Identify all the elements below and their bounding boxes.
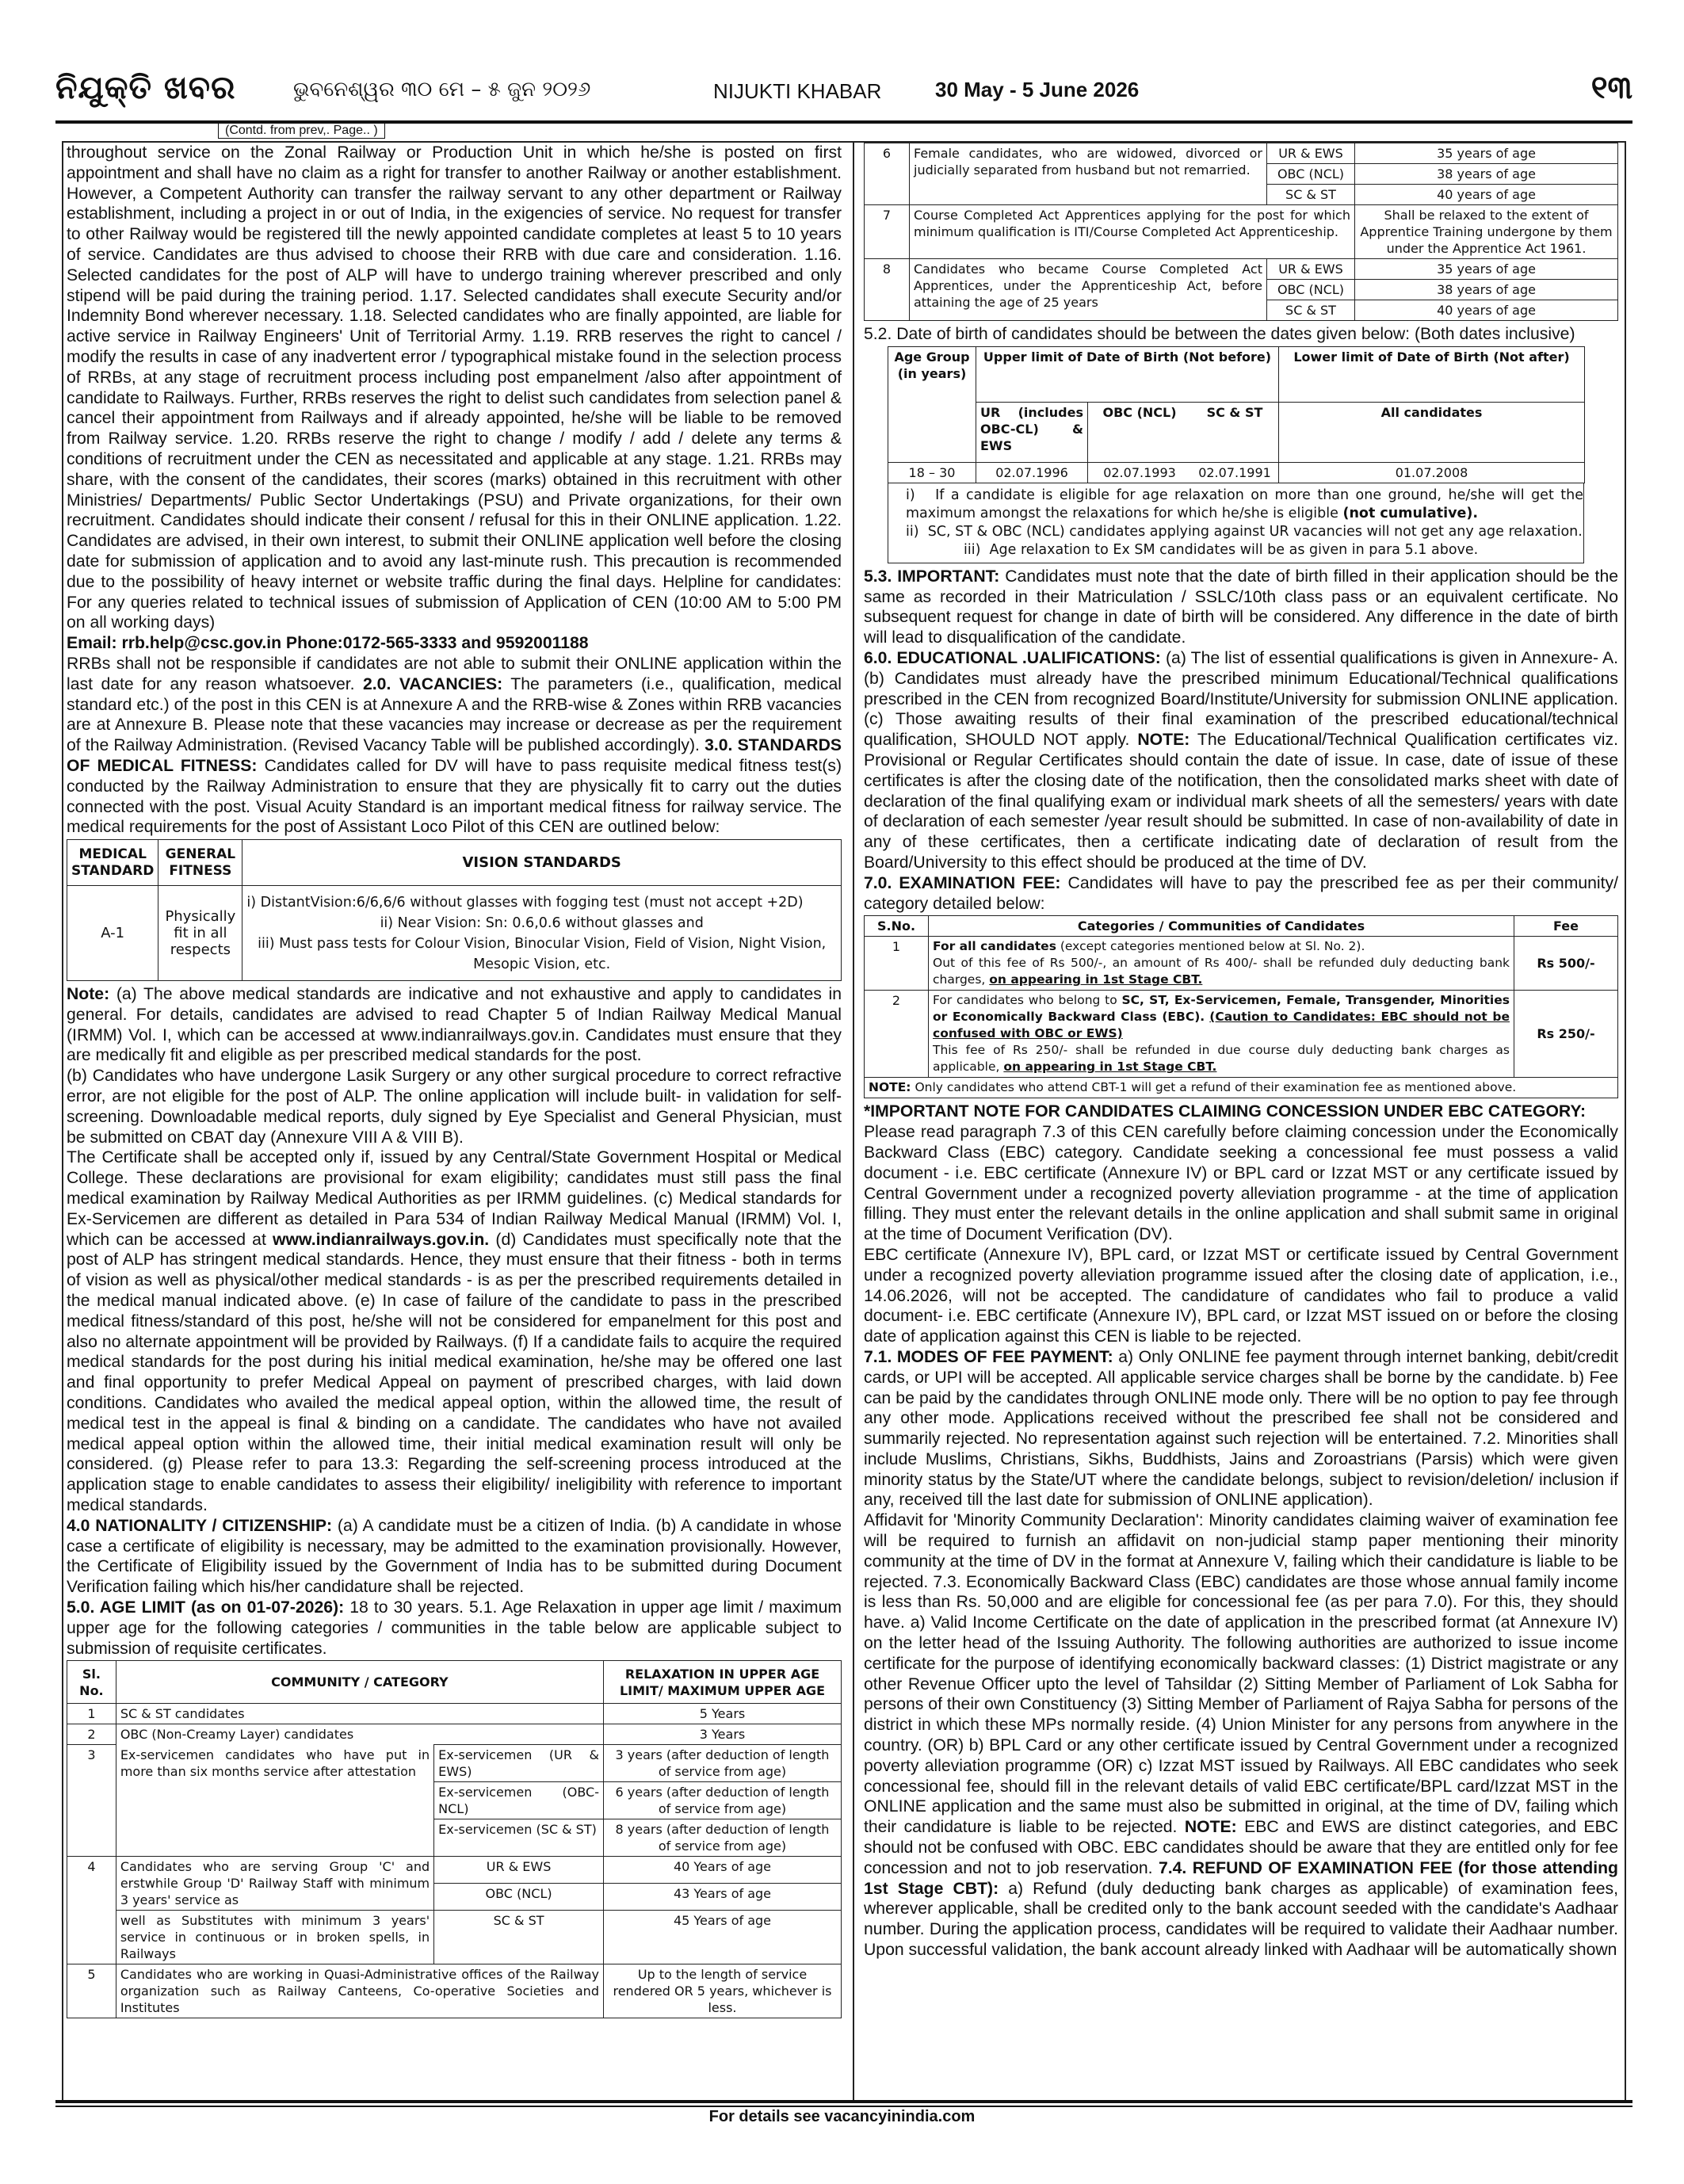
row7-category: Course Completed Act Apprentices applying for the post for which minimum qualification is ITI/Course Completed Act Apprenticeship.: [910, 205, 1355, 259]
paragraph-minority-affidavit: Affidavit for 'Minority Community Declaration': Minority candidates claiming waiver of examination fee will be required to furnish an affidavit on non-judicial stamp paper mentioning their minority community at the time of DV in the format at Annexure V, failing which their candidature is liable to be rejected. 7.3. Economically Backward Class (EBC) candidates are those whose annual family income is less than Rs. 50,000 and are eligible for concessional fee (as per para 7.0). For this, they should have. a) Valid Income Certificate on the date of application in the prescribed format (at Annexure IV) on the letter head of the Issuing Authority. The following authorities are authorized to issue income certificate for the purpose of identifying economically backward classes: (1) District magistrate or any other Revenue Officer upto the level of Tahsildar (2) Sitting Member of Parliament of Lok Sabha for persons of their own Constituency (3) Sitting Member of Parliament of Rajya Sabha for persons of the district in which these MPs normally reside. (4) Union Minister for any persons from anywhere in the country. (OR) b) BPL Card or any other certificate issued by Central Government under a recognized poverty alleviation programme (OR) c) Izzat MST issued by Railways. All EBC candidates who seek concessional fee, should fill in the relevant details of valid EBC certificate/BPL card/Izzat MST in the ONLINE application and the same must also be submitted in original, at the time of DV, failing which their candidature is liable to be rejected. NOTE: EBC and EWS are distinct categories, and EBC should not be confused with OBC. EBC candidates should be aware that they are entitled only for fee concession and not to job reservation. 7.4. REFUND OF EXAMINATION FEE (for those attending 1st Stage CBT): a) Refund (duly deducting bank charges as applicable) of examination fees, wherever applicable, shall be credited only to the bank account seeded with the candidate's Aadhaar number. During the application process, candidates will be required to validate their Aadhaar number. Upon successful validation, the bank account already linked with Aadhaar will be automatically shown: [864, 1511, 1619, 1960]
th-all-candidates: All candidates: [1279, 402, 1585, 462]
th-upper-limit: Upper limit of Date of Birth (Not before): [976, 346, 1279, 402]
row4b-relaxation: 43 Years of age: [603, 1884, 841, 1911]
th-sno: S.No.: [865, 916, 929, 937]
th-ur: UR (includes OBC-CL) & EWS: [976, 402, 1088, 462]
fee-row2-amount: Rs 250/-: [1514, 991, 1618, 1078]
brand-name: NIJUKTI KHABAR: [713, 79, 882, 103]
cell-ur-dob: 02.07.1996: [976, 462, 1088, 483]
masthead: [55, 70, 1632, 117]
fee-row1-amount: Rs 500/-: [1514, 937, 1618, 991]
row3a-sub: Ex-servicemen (UR & EWS): [434, 1745, 604, 1782]
cell-standard-a1: A-1: [67, 886, 158, 981]
row8-sl: 8: [865, 259, 910, 321]
row6a-sub: UR & EWS: [1267, 143, 1355, 164]
row2-relaxation: 3 Years: [603, 1724, 841, 1745]
vision-item-distant: i) DistantVision:6/6,6/6 without glasses with fogging test (must not accept +2D): [246, 894, 804, 911]
fee-table-note: NOTE: Only candidates who attend CBT-1 will get a refund of their examination fee as mentioned above.: [865, 1078, 1618, 1098]
row7-relaxation: Shall be relaxed to the extent of Apprentice Training undergone by them under the Apprentice Act 1961.: [1355, 205, 1618, 259]
paragraph-education: 6.0. EDUCATIONAL .UALIFICATIONS: (a) The list of essential qualifications is given in Annexure- A. (b) Candidates must already have the prescribed minimum Educational/Technical qualifications prescribed in the CEN from recognized Board/Institute/University for submission ONLINE application. (c) Those awaiting results of their final examination of the prescribed educational/technical qualification, SHOULD NOT apply. NOTE: The Educational/Technical Qualification certificates viz. Provisional or Regular Certificates should contain the date of issue. In case, date of issue of these certificates is after the closing date of the notification, then the consolidated marks sheet with date of declaration of the final qualifying exam or individual mark sheets of all the semesters/ years with date of declaration of each semester /year result should be submitted. In case of non-availability of date in any of these certificates, then a certificate indicating date of declaration of result from the Board/University to this effect should be produced at the time of DV.: [864, 648, 1619, 872]
row4-category-cont: well as Substitutes with minimum 3 years' service in continuous or in broken spells, in Railways: [116, 1911, 433, 1964]
newspaper-logo: ନିଯୁକ୍ତି ଖବର: [55, 70, 236, 106]
th-lower-limit: Lower limit of Date of Birth (Not after): [1279, 346, 1585, 402]
row7-sl: 7: [865, 205, 910, 259]
row3b-sub: Ex-servicemen (OBC-NCL): [434, 1782, 604, 1819]
row4a-relaxation: 40 Years of age: [603, 1857, 841, 1884]
row6b-sub: OBC (NCL): [1267, 164, 1355, 185]
continued-note: (Contd. from prev,. Page.. ): [218, 124, 385, 139]
row4b-sub: OBC (NCL): [434, 1884, 604, 1911]
row3c-sub: Ex-servicemen (SC & ST): [434, 1819, 604, 1857]
page-number: ୧୩: [1590, 70, 1632, 106]
paragraph-certificate-note: The Certificate shall be accepted only if, issued by any Central/State Government Hospital or Medical College. These declarations are provisional for exam eligibility; candidates must still pass the final medical examination by Railway Medical Authorities as per IRMM guidelines. (c) Medical standards for Ex-Servicemen are different as detailed in Para 534 of Indian Railway Medical Manual (IRMM) Vol. I, which can be accessed at www.indianrailways.gov.in. (d) Candidates must specifically note that the post of ALP has stringent medical standards. Hence, they must ensure that their fitness - both in terms of vision as well as physical/other medical standards - is as per the prescribed requirements detailed in the medical manual indicated above. (e) In case of failure of the candidate to pass in the prescribed medical fitness/standard of this post, he/she will not be considered for empanelment for this post and also no alternate appointment will be provided by Railways. (f) If a candidate fails to acquire the required medical standards for the post during his initial medical examination, he/she may be offered one last and final opportunity to prefer Medical Appeal on payment of prescribed charges, with laid down conditions. Candidates who availed the medical appeal option, within the allowed time, the result of medical test in the appeal is final & binding on a candidate. The candidates who have not availed medical appeal option within the allowed time, their initial medical examination result will only be considered. (g) Please refer to para 13.3: Regarding the self-screening process introduced at the application stage to enable candidates to assess their eligibility/ ineligibility with reference to important medical standards.: [67, 1148, 842, 1515]
fee-row2-sno: 2: [865, 991, 929, 1078]
cell-age-group: 18 – 30: [888, 462, 976, 483]
th-scst: SC & ST: [1191, 402, 1279, 462]
fee-row1-category: For all candidates (except categories mentioned below at Sl. No. 2). Out of this fee of Rs 500/-, an amount of Rs 400/- shall be refunded duly deducting bank charges, on appearing in 1st Stage CBT.: [929, 937, 1514, 991]
cell-obc-dob: 02.07.1993: [1088, 462, 1192, 483]
dob-note-2: ii) SC, ST & OBC (NCL) candidates applying against UR vacancies will not get any age relaxation.: [906, 523, 1583, 540]
dob-note-3: iii) Age relaxation to Ex SM candidates will be as given in para 5.1 above.: [964, 541, 1479, 558]
dob-note-1: i) If a candidate is eligible for age relaxation on more than one ground, he/she will get the maximum amongst the relaxations for which he/she is eligible (not cumulative).: [906, 487, 1583, 521]
paragraph-lasik-note: (b) Candidates who have undergone Lasik Surgery or any other surgical procedure to correct refractive error, are not eligible for the post of ALP. The online application will include built- in validation for self-screening. Downloadable medical reports, duly signed by Eye Specialist and General Physician, must be submitted on CBAT day (Annexure VIII A & VIII B).: [67, 1067, 842, 1147]
row3-category: Ex-servicemen candidates who have put in more than six months service after attestation: [116, 1745, 433, 1857]
row8c-sub: SC & ST: [1267, 300, 1355, 321]
paragraph-vacancies: RRBs shall not be responsible if candidates are not able to submit their ONLINE application within the last date for any reason whatsoever. 2.0. VACANCIES: The parameters (i.e., qualification, medical standard etc.) of the post in this CEN is at Annexure A and the RRB-wise & Zones within RRB vacancies are at Annexure B. Please note that these vacancies may increase or decrease as per the requirement of the Railway Administration. (Revised Vacancy Table will be published accordingly). 3.0. STANDARDS OF MEDICAL FITNESS: Candidates called for DV will have to pass requisite medical fitness test(s) conducted by the Railway Administration to ensure that they are physically fit to carry out the duties connected with the post. Visual Acuity Standard is an important medical fitness for railway service. The medical requirements for the post of Assistant Loco Pilot of this CEN are outlined below:: [67, 654, 842, 837]
row3b-relaxation: 6 years (after deduction of length of service from age): [603, 1782, 841, 1819]
paragraph-exam-fee: 7.0. EXAMINATION FEE: Candidates will have to pay the prescribed fee as per their community/ category detailed below:: [864, 873, 1618, 913]
paragraph-age-limit: 5.0. AGE LIMIT (as on 01-07-2026): 18 to 30 years. 5.1. Age Relaxation in upper age limit / maximum upper age for the following categories / communities in the table below are applicable subject to submission of requisite certificates.: [67, 1598, 842, 1658]
row6b-relaxation: 38 years of age: [1355, 164, 1618, 185]
row5-category: Candidates who are working in Quasi-Administrative offices of the Railway organization such as Railway Canteens, Co-operative Societies and Institutes: [116, 1964, 603, 2018]
paragraph-dob-range: 5.2. Date of birth of candidates should be between the dates given below: (Both dates inclusive): [864, 325, 1575, 343]
footer-rule-thin: [55, 2106, 1632, 2107]
row6c-sub: SC & ST: [1267, 185, 1355, 205]
th-vision-standards: VISION STANDARDS: [242, 840, 842, 886]
row2-category: OBC (Non-Creamy Layer) candidates: [116, 1724, 603, 1745]
age-relaxation-table-continued: [864, 143, 1618, 321]
paragraph-nationality: 4.0 NATIONALITY / CITIZENSHIP: (a) A candidate must be a citizen of India. (b) A candidate in whose case a certificate of eligibility is necessary, may be admitted to the examination provisionally. However, the Certificate of Eligibility issued by the Government of India has to be submitted during Document Verification failing which his/her candidature shall be rejected.: [67, 1516, 842, 1597]
right-column: [864, 143, 1618, 1961]
vision-standards-table: [67, 839, 842, 981]
ebc-heading: *IMPORTANT NOTE FOR CANDIDATES CLAIMING CONCESSION UNDER EBC CATEGORY:: [864, 1102, 1587, 1121]
row6-category: Female candidates, who are widowed, divorced or judicially separated from husband but not remarried.: [910, 143, 1267, 205]
row8b-relaxation: 38 years of age: [1355, 280, 1618, 300]
row1-category: SC & ST candidates: [116, 1704, 603, 1724]
row5-relaxation: Up to the length of service rendered OR 5 years, whichever is less.: [603, 1964, 841, 2018]
paragraph-medical-notes: Note: (a) The above medical standards are indicative and not exhaustive and apply to candidates in general. For details, candidates are advised to read Chapter 5 of Indian Railway Medical Manual (IRMM) Vol. I, which can be accessed at www.indianrailways.gov.in. Candidates must ensure that they are medically fit and eligible as per prescribed medical standards for the post.: [67, 985, 842, 1065]
paragraph-ebc-2: EBC certificate (Annexure IV), BPL card, or Izzat MST or certificate issued by Central Government under a recognized poverty alleviation programme issued after the closing date of application, i.e., 14.06.2026, will not be accepted. The candidature of candidates who fail to produce a valid document- i.e. EBC certificate (Annexure IV), BPL card, or Izzat MST issued on or before the closing date of application against this CEN is liable to be rejected.: [864, 1245, 1618, 1346]
row1-relaxation: 5 Years: [603, 1704, 841, 1724]
th-general-fitness: GENERAL FITNESS: [158, 840, 242, 886]
th-age-group: Age Group (in years): [888, 346, 976, 462]
exam-fee-table: [864, 915, 1618, 1098]
footer-website-note[interactable]: For details see vacancyinindia.com: [701, 2108, 983, 2125]
age-relaxation-table: [67, 1660, 842, 2018]
row4-category: Candidates who are serving Group 'C' and erstwhile Group 'D' Railway Staff with minimum 3 years' service as: [116, 1857, 433, 1911]
row3c-relaxation: 8 years (after deduction of length of service from age): [603, 1819, 841, 1857]
paragraph-fee-payment: 7.1. MODES OF FEE PAYMENT: a) Only ONLINE fee payment through internet banking, debit/credit cards, or UPI will be accepted. All applicable service charges shall be borne by the candidate. b) Fee can be paid by the candidates through ONLINE mode only. There will be no option to pay fee through any other mode. Applications received without the prescribed fee shall not be considered and summarily rejected. No representation against such rejection will be entertained. 7.2. Minorities shall include Muslims, Christians, Sikhs, Buddhists, Jains and Zoroastrians (Parsis) which were given minority status by the State/UT where the candidate belongs, subject to revision/deletion/ inclusion if any, received till the last date for submission of ONLINE application).: [864, 1347, 1618, 1510]
row8a-sub: UR & EWS: [1267, 259, 1355, 280]
railways-link[interactable]: www.indianrailways.gov.in.: [273, 1230, 490, 1249]
cell-physically-fit: Physically fit in all respects: [158, 886, 242, 981]
row4c-relaxation: 45 Years of age: [603, 1911, 841, 1964]
row3a-relaxation: 3 years (after deduction of length of service from age): [603, 1745, 841, 1782]
th-categories: Categories / Communities of Candidates: [929, 916, 1514, 937]
row8-category: Candidates who became Course Completed Act Apprentices, under the Apprenticeship Act, before attaining the age of 25 years: [910, 259, 1267, 321]
th-community-category: COMMUNITY / CATEGORY: [116, 1661, 603, 1704]
dob-notes: [888, 487, 1583, 559]
vision-item-colour: iii) Must pass tests for Colour Vision, Binocular Vision, Field of Vision, Night Vision, Mesopic Vision, etc.: [258, 935, 827, 972]
th-sl-no: Sl. No.: [67, 1661, 116, 1704]
cell-all-dob: 01.07.2008: [1279, 462, 1585, 483]
row6a-relaxation: 35 years of age: [1355, 143, 1618, 164]
row1-sl: 1: [67, 1704, 116, 1724]
dob-limits-table: [888, 346, 1618, 563]
row8b-sub: OBC (NCL): [1267, 280, 1355, 300]
row5-sl: 5: [67, 1964, 116, 2018]
vision-item-near: ii) Near Vision: Sn: 0.6,0.6 without glasses and: [380, 914, 704, 931]
row4-sl: 4: [67, 1857, 116, 1964]
row3-sl: 3: [67, 1745, 116, 1857]
row6-sl: 6: [865, 143, 910, 205]
paragraph-ebc-1: Please read paragraph 7.3 of this CEN carefully before claiming concession under the Economically Backward Class (EBC) category. Candidate seeking a concessional fee must possess a valid document - i.e. EBC certificate (Annexure IV) or BPL card or Izzat MST or any certificate issued by Central Government under a recognized poverty alleviation programme - at the time of application filling. They must enter the relevant details in the online application and shall submit same in original at the time of Document Verification (DV).: [864, 1123, 1618, 1244]
left-column: [67, 143, 842, 2022]
fee-row2-category: For candidates who belong to SC, ST, Ex-Servicemen, Female, Transgender, Minorities or Economically Backward Class (EBC). (Caution to Candidates: EBC should not be confused with OBC or EWS) This fee of Rs 250/- shall be refunded in due course duly deducting bank charges as applicable, on appearing in 1st Stage CBT.: [929, 991, 1514, 1078]
row8a-relaxation: 35 years of age: [1355, 259, 1618, 280]
row4a-sub: UR & EWS: [434, 1857, 604, 1884]
row6c-relaxation: 40 years of age: [1355, 185, 1618, 205]
th-fee: Fee: [1514, 916, 1618, 937]
paragraph-transfer-terms: throughout service on the Zonal Railway or Production Unit in which he/she is posted on first appointment and shall have no claim as a right for transfer to another Railway or another establishment. However, a Competent Authority can transfer the railway servant to any other department or Railway establishment, including a project in or out of India, in the exigencies of service. No request for transfer to other Railway would be registered till the newly appointed candidate completes at least 5 to 10 years of service. Candidates are thus advised to choose their RRB with due care and consideration. 1.16. Selected candidates for the post of ALP will have to undergo training wherever prescribed and only stipend will be paid during the training period. 1.17. Selected candidates shall execute Security and/or Indemnity Bond wherever necessary. 1.18. Selected candidates who are finally appointed, are liable for active service in Railway Engineers' Unit of Territorial Army. 1.19. RRB reserves the right to cancel / modify the results in case of any inadvertent error / typographical mistake found in the selection process of RRBs, at any stage of recruitment process including post empanelment /also after appointment of candidate to Railways. Further, RRBs reserves the right to delist such candidates from selection panel & cancel their appointment from Railways and if already appointed, he/she will be liable to be removed from Railway service. 1.20. RRBs reserve the right to change / modify / add / delete any terms & conditions of recruitment under the CEN as necessitated and applicable at any stage. 1.21. RRBs may share, with the consent of the candidates, their scores (marks) obtained in this recruitment with other Ministries/ Departments/ Public Sector Undertakings (PSU) and Private organizations, for their own recruitment. Candidates should indicate their consent / refusal for this in their ONLINE application. 1.22. Candidates are advised, in their own interest, to submit their ONLINE application well before the closing date for submission of application and to avoid any last-minute rush. This precaution is recommended due to the possibility of heavy internet or website traffic during the final days. Helpline for candidates: For any queries related to technical issues of submission of Application of CEN (10:00 AM to 5:00 PM on all working days): [67, 143, 842, 632]
th-obc: OBC (NCL): [1088, 402, 1192, 462]
th-relaxation: RELAXATION IN UPPER AGE LIMIT/ MAXIMUM UPPER AGE: [603, 1661, 841, 1704]
row2-sl: 2: [67, 1724, 116, 1745]
footer-rule: [55, 2100, 1632, 2103]
row4c-sub: SC & ST: [434, 1911, 604, 1964]
th-medical-standard: MEDICAL STANDARD: [67, 840, 158, 886]
odia-dateline: ଭୁବନେଶ୍ୱର ୩୦ ମେ – ୫ ଜୁନ ୨୦୨୬: [293, 78, 591, 101]
fee-row1-sno: 1: [865, 937, 929, 991]
row8c-relaxation: 40 years of age: [1355, 300, 1618, 321]
helpline-contact: Email: rrb.help@csc.gov.in Phone:0172-565-3333 and 9592001188: [67, 634, 589, 653]
issue-date: 30 May - 5 June 2026: [935, 78, 1140, 101]
cell-scst-dob: 02.07.1991: [1191, 462, 1279, 483]
paragraph-important-dob: 5.3. IMPORTANT: Candidates must note that the date of birth filled in their application should be the same as recorded in their Matriculation / SSLC/10th class pass or an equivalent certificate. No subsequent request for change in date of birth will be considered. Any difference in the date of birth will lead to disqualification of the candidate.: [864, 567, 1619, 647]
column-divider: [853, 141, 854, 2100]
